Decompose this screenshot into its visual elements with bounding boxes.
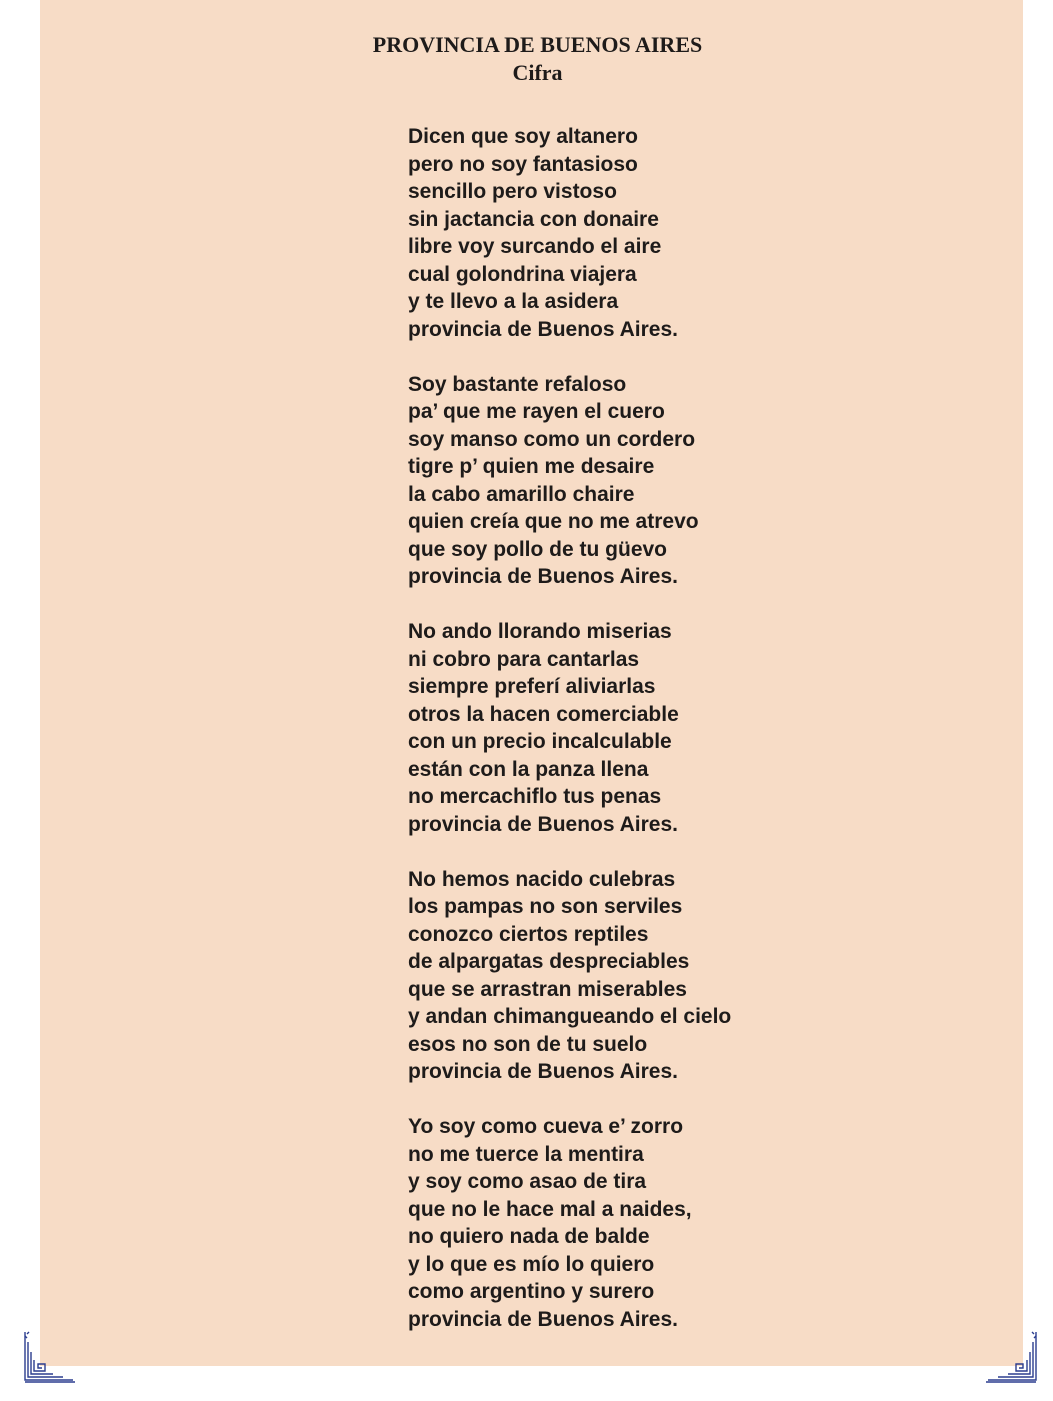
poem-line: siempre preferí aliviarlas — [408, 675, 656, 698]
poem-line: la cabo amarillo chaire — [408, 482, 635, 506]
poem-line: que no le hace mal a naides, — [408, 1197, 692, 1221]
poem-line: y te llevo a la asidera — [408, 290, 619, 313]
poem-line: no mercachiflo tus penas — [408, 785, 662, 808]
poem-line: quien creía que no me atrevo — [408, 510, 699, 533]
poem-line: No ando llorando miserias — [408, 620, 672, 643]
poem-line: están con la panza llena — [408, 757, 649, 781]
stanza — [408, 866, 731, 1086]
poem-line: tigre p’ quien me desaire — [408, 455, 655, 478]
poem-line: No hemos nacido culebras — [408, 867, 676, 891]
poem-line: otros la hacen comerciable — [408, 702, 679, 726]
poem-line: no quiero nada de balde — [408, 1225, 650, 1248]
page-subtitle: Cifra — [512, 60, 563, 85]
poem-line: Dicen que soy altanero — [408, 125, 638, 148]
poem-line: provincia de Buenos Aires. — [408, 317, 678, 341]
poem-line: que se arrastran miserables — [408, 977, 687, 1001]
corner-ornament-icon — [986, 1330, 1038, 1384]
poem-line: sin jactancia con donaire — [408, 207, 659, 231]
poem-line: los pampas no son serviles — [408, 895, 683, 918]
poem-line: provincia de Buenos Aires. — [408, 1307, 678, 1331]
poem-line: de alpargatas despreciables — [408, 950, 690, 973]
poem-line: Soy bastante refaloso — [408, 372, 627, 396]
poem-line: Yo soy como cueva e’ zorro — [408, 1115, 684, 1138]
stanza — [408, 123, 731, 343]
corner-ornament-icon — [23, 1330, 75, 1384]
poem-line: conozco ciertos reptiles — [408, 922, 649, 946]
poem-line: pero no soy fantasioso — [408, 152, 638, 176]
stanza — [408, 618, 731, 838]
poem-line: provincia de Buenos Aires. — [408, 812, 678, 836]
poem-line: provincia de Buenos Aires. — [408, 565, 678, 588]
poem — [408, 123, 731, 1361]
poem-line: y lo que es mío lo quiero — [408, 1252, 655, 1276]
stanza — [408, 1113, 731, 1333]
poem-line: con un precio incalculable — [408, 730, 672, 753]
poem-line: libre voy surcando el aire — [408, 235, 662, 258]
poem-line: ni cobro para cantarlas — [408, 647, 640, 671]
poem-line: no me tuerce la mentira — [408, 1142, 644, 1166]
poem-line: soy manso como un cordero — [408, 427, 696, 451]
page-title: PROVINCIA DE BUENOS AIRES — [372, 32, 703, 57]
poem-line: cual golondrina viajera — [408, 262, 637, 286]
stanza — [408, 371, 731, 591]
poem-line: y soy como asao de tira — [408, 1170, 647, 1193]
poem-line: sencillo pero vistoso — [408, 180, 617, 203]
poem-line: y andan chimangueando el cielo — [408, 1005, 732, 1028]
poem-line: que soy pollo de tu güevo — [408, 537, 668, 561]
poem-line: provincia de Buenos Aires. — [408, 1060, 678, 1083]
poem-line: pa’ que me rayen el cuero — [408, 400, 665, 423]
poem-line: como argentino y surero — [408, 1280, 655, 1303]
poem-line: esos no son de tu suelo — [408, 1032, 648, 1056]
